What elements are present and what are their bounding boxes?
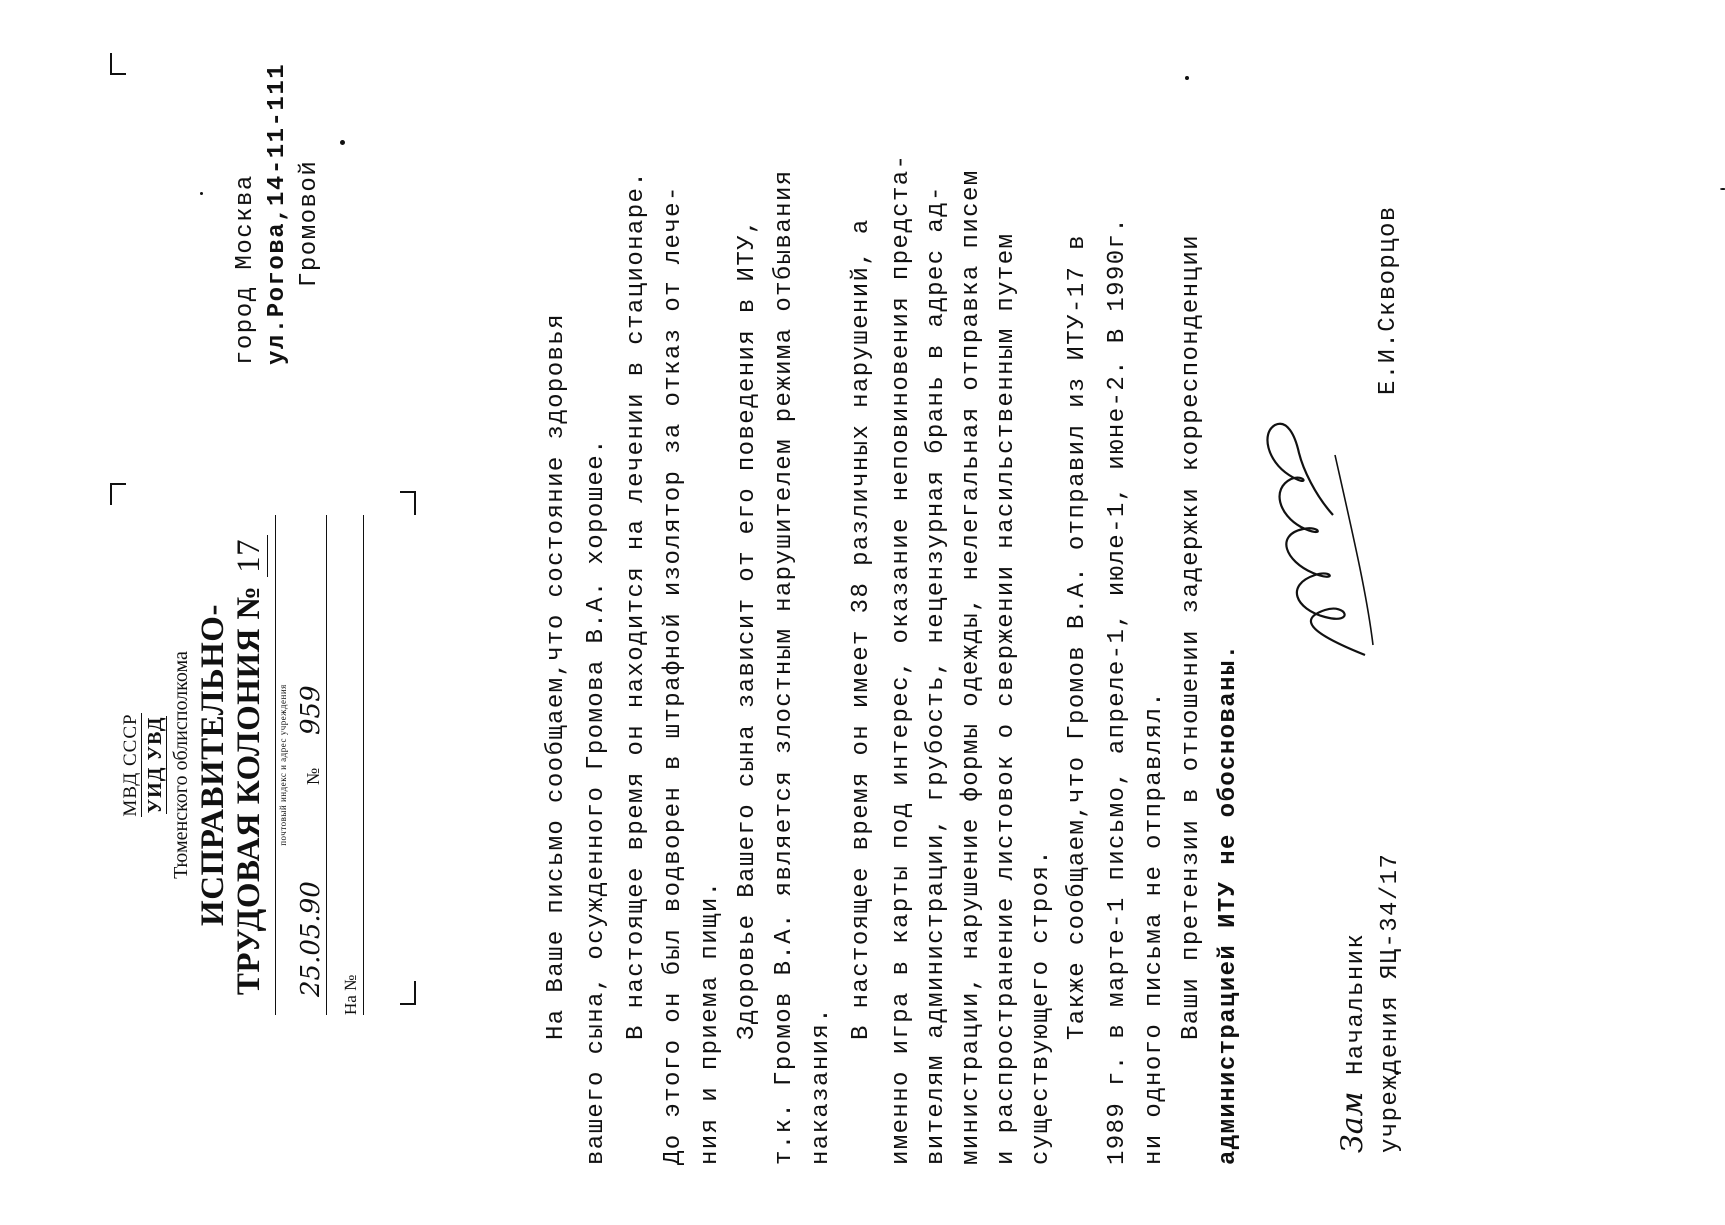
department: УИД УВД [144, 716, 166, 814]
recipient-address [230, 63, 326, 365]
body-line: администрацией ИТУ не обоснованы. [1215, 643, 1242, 1165]
body-line: вителям администрации, грубость, нецензурная брань в адрес ад- [923, 185, 950, 1165]
letterhead [120, 505, 364, 1025]
body-line: Также сообщаем,что Громов В.А. отправил из ИТУ-17 в [1064, 234, 1091, 1040]
body-line: ния и приема пищи. [697, 880, 724, 1165]
body-line: т.к. Громов В.А. является злостным нарушителем режима отбывания [771, 169, 798, 1165]
organization-line-1: ИСПРАВИТЕЛЬНО- [195, 604, 231, 926]
registration-number-sign: № [303, 767, 323, 785]
letter-date: 25.05.90 [296, 881, 326, 997]
body-line: Здоровье Вашего сына зависит от его поведения в ИТУ, [734, 218, 761, 1040]
scan-speck [1185, 76, 1189, 80]
postal-caption: почтовый индекс и адрес учреждения [278, 684, 288, 846]
region: Тюменского облисполкома [170, 651, 192, 879]
body-line: министрации, нарушение формы одежды, нелегальная отправка писем [958, 169, 985, 1165]
body-line: Ваши претензии в отношении задержки корреспонденции [1178, 234, 1205, 1040]
body-line: В настоящее время он находится на лечении в стационаре. [623, 170, 650, 1040]
ministry: МВД СССР [120, 713, 141, 817]
colony-number: 17 [231, 535, 268, 577]
organization-line-2: ТРУДОВАЯ КОЛОНИЯ [231, 628, 267, 996]
corner-mark [110, 53, 126, 75]
corner-mark [400, 491, 416, 515]
body-line: именно игра в карты под интерес, оказание неповиновения предста- [888, 153, 915, 1165]
handwritten-deputy-prefix: Зам [1335, 1091, 1370, 1153]
corner-mark [400, 981, 416, 1005]
body-line: На Ваше письмо сообщаем,что состояние здоровья [543, 313, 570, 1040]
signatory-title-line-2: учреждения ЯЦ-34/17 [1377, 852, 1404, 1153]
colony-number-sign: № [231, 585, 267, 620]
signatory-name: Е.И.Скворцов [1375, 205, 1402, 395]
signatory-title-line-1: Начальник [1343, 932, 1370, 1075]
address-recipient: Громовой [296, 159, 323, 287]
body-line: До этого он был водворен в штрафной изолятор за отказ от лече- [660, 185, 687, 1165]
handwritten-signature [1255, 405, 1385, 665]
body-line: вашего сына, осужденного Громова В.А. хорошее. [583, 438, 610, 1165]
body-line: существующего строя. [1028, 848, 1055, 1165]
address-street: ул.Рогова,14-11-111 [264, 62, 291, 365]
reply-to-label: На № [341, 974, 360, 1015]
address-city: город Москва [232, 174, 259, 365]
reply-to-row [329, 515, 364, 1015]
body-line: и распространение листовок о свержении насильственным путем [993, 232, 1020, 1165]
scan-speck [340, 140, 345, 145]
scan-speck [1720, 188, 1725, 190]
body-line: В настоящее время он имеет 38 различных нарушений, а [848, 218, 875, 1040]
corner-mark [110, 483, 126, 505]
body-line: 1989 г. в марте-1 письмо, апреле-1, июле-1, июне-2. В 1990г. [1104, 216, 1131, 1165]
body-line: ни одного письма не отправлял. [1141, 690, 1168, 1165]
scan-speck [200, 192, 203, 195]
signature-block [1335, 853, 1404, 1153]
postal-address-line [275, 515, 276, 1015]
date-number-row [292, 515, 327, 1015]
body-line: наказания. [808, 1006, 835, 1165]
registration-number: 959 [296, 685, 326, 735]
